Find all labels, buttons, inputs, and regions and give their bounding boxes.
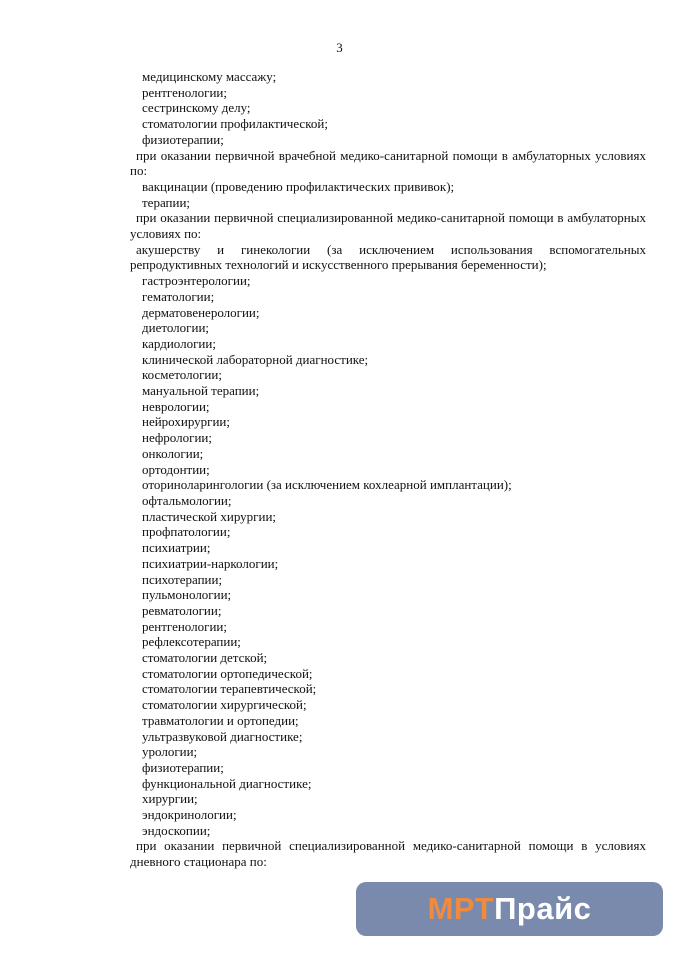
page-number: 3	[336, 40, 343, 55]
list-item: нефрологии;	[142, 430, 212, 446]
list-item: диетологии;	[142, 320, 210, 336]
list-item: онкологии;	[142, 445, 204, 461]
list-item: кардиологии;	[142, 335, 216, 351]
list-item: стоматологии терапевтической;	[142, 681, 317, 697]
paragraph: при оказании первичной специализированной медико-санитарной помощи в условиях дневного стационара по:	[130, 838, 646, 870]
list-item: психотерапии;	[142, 571, 223, 587]
list-item: оториноларингологии (за исключением кохлеарной имплантации);	[142, 477, 512, 493]
list-item: профпатологии;	[142, 524, 231, 540]
watermark-text-price: Прайс	[494, 891, 592, 926]
list-item: эндокринологии;	[142, 807, 237, 823]
list-item: пластической хирургии;	[142, 508, 277, 524]
list-item: офтальмологии;	[142, 492, 232, 508]
list-item: мануальной терапии;	[142, 383, 260, 399]
list-item: рентгенологии;	[142, 618, 227, 634]
list-item: физиотерапии;	[142, 131, 224, 147]
list-item: клинической лабораторной диагностике;	[142, 351, 369, 367]
list-item: урологии;	[142, 744, 198, 760]
list-item: травматологии и ортопедии;	[142, 712, 299, 728]
paragraph: при оказании первичной специализированной медико-санитарной помощи в амбулаторных условиях по:	[130, 210, 646, 242]
list-item: стоматологии ортопедической;	[142, 665, 313, 681]
list-item: психиатрии-наркологии;	[142, 555, 279, 571]
list-item: гастроэнтерологии;	[142, 273, 251, 289]
list-item: психиатрии;	[142, 540, 211, 556]
list-item: рентгенологии;	[142, 84, 227, 100]
mrtprice-watermark-badge	[356, 882, 663, 936]
list-item: ревматологии;	[142, 602, 222, 618]
list-item: ультразвуковой диагностике;	[142, 728, 303, 744]
watermark-text-mrt: МРТ	[427, 891, 495, 926]
list-item: неврологии;	[142, 398, 210, 414]
list-item: сестринскому делу;	[142, 100, 251, 116]
document-body	[130, 69, 646, 870]
list-item: рефлексотерапии;	[142, 634, 241, 650]
paragraph: при оказании первичной врачебной медико-санитарной помощи в амбулаторных условиях по:	[130, 147, 646, 179]
list-item: ортодонтии;	[142, 461, 210, 477]
list-item: хирургии;	[142, 791, 198, 807]
list-item: нейрохирургии;	[142, 414, 231, 430]
list-item: пульмонологии;	[142, 587, 232, 603]
list-item: физиотерапии;	[142, 759, 224, 775]
list-item: гематологии;	[142, 288, 215, 304]
list-item: косметологии;	[142, 367, 222, 383]
list-item: стоматологии хирургической;	[142, 697, 307, 713]
list-item: эндоскопии;	[142, 822, 211, 838]
paragraph: акушерству и гинекологии (за исключением использования вспомогательных репродуктивных технологий и искусственного прерывания беременности);	[130, 241, 646, 273]
list-item: терапии;	[142, 194, 191, 210]
list-item: функциональной диагностике;	[142, 775, 312, 791]
list-item: стоматологии профилактической;	[142, 116, 328, 132]
list-item: дерматовенерологии;	[142, 304, 260, 320]
list-item: медицинскому массажу;	[142, 69, 277, 84]
list-item: стоматологии детской;	[142, 650, 268, 666]
list-item: вакцинации (проведению профилактических прививок);	[142, 178, 455, 194]
